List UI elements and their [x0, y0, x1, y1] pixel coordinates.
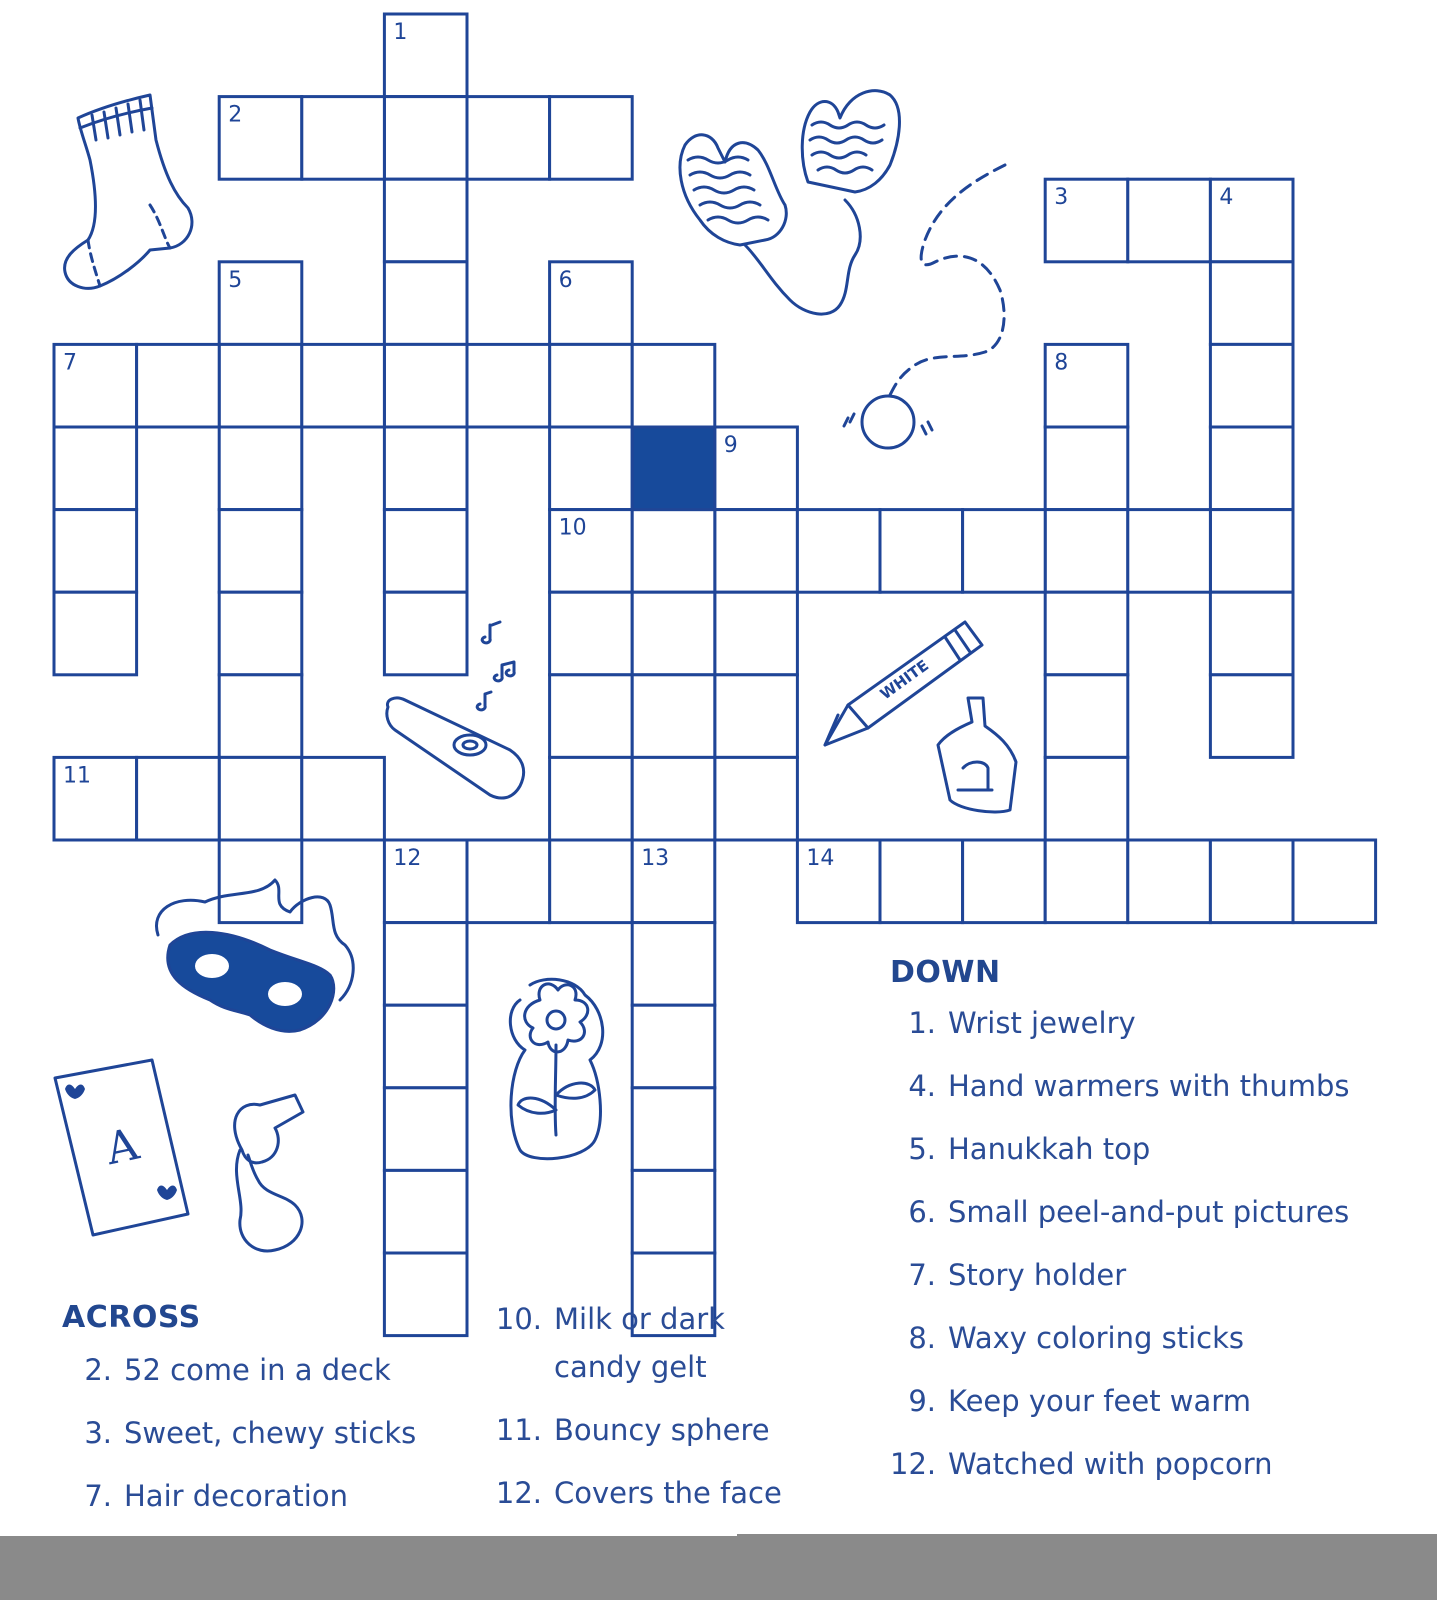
whistle-icon [235, 1095, 303, 1251]
grid-cell[interactable] [302, 344, 385, 427]
down-clue: 12. Watched with popcorn [890, 1447, 1273, 1481]
cell-number: 3 [1054, 185, 1069, 211]
grid-cell[interactable] [632, 1088, 715, 1171]
grid-cell[interactable] [550, 675, 633, 758]
cell-number: 4 [1219, 185, 1234, 211]
grid-cell[interactable] [1045, 757, 1128, 840]
grid-cell[interactable] [632, 510, 715, 593]
cell-number: 1 [393, 20, 408, 45]
grid-cell[interactable] [963, 840, 1046, 923]
grid-cell[interactable] [1210, 675, 1293, 758]
dreidel-icon [938, 698, 1016, 812]
grid-cell[interactable] [1045, 840, 1128, 923]
sock-icon [65, 95, 192, 288]
grid-cell[interactable] [1128, 179, 1211, 262]
grid-cell[interactable] [219, 675, 302, 758]
grid-cell[interactable] [467, 840, 550, 923]
grid-cell[interactable] [715, 675, 798, 758]
grid-cell[interactable] [963, 510, 1046, 593]
grid-cell[interactable] [550, 840, 633, 923]
grid-cell[interactable] [632, 675, 715, 758]
cell-number: 5 [228, 267, 243, 293]
grid-cell[interactable] [384, 1088, 467, 1171]
cell-number: 8 [1054, 350, 1069, 376]
grid-cell[interactable] [797, 510, 880, 593]
cell-number: 10 [558, 515, 587, 541]
grid-cell[interactable] [632, 923, 715, 1006]
grid-cell[interactable] [1293, 840, 1376, 923]
cell-number: 2 [228, 102, 243, 128]
grid-cell[interactable] [880, 840, 963, 923]
grid-cell[interactable] [715, 757, 798, 840]
grid-cell[interactable] [632, 1005, 715, 1088]
grid-cell[interactable] [1210, 427, 1293, 510]
grid-cell[interactable] [550, 757, 633, 840]
crayon-label: WHITE [876, 656, 932, 704]
across-clue: 12. Covers the face [495, 1476, 782, 1510]
grid-cell[interactable] [384, 427, 467, 510]
grid-cell[interactable] [715, 510, 798, 593]
grid-cell[interactable] [219, 344, 302, 427]
cell-number: 12 [393, 846, 422, 871]
card-letter: A [101, 1118, 144, 1176]
cell-number: 14 [806, 846, 835, 871]
ace-card-icon [55, 1060, 188, 1235]
grid-cell[interactable] [384, 179, 467, 262]
grid-cell[interactable] [550, 427, 633, 510]
grid-cell[interactable] [632, 344, 715, 427]
grid-cell[interactable] [384, 923, 467, 1006]
grid-cell[interactable] [715, 592, 798, 675]
grid-cell[interactable] [302, 757, 385, 840]
grid-cell[interactable] [384, 1170, 467, 1253]
footer-bar [0, 1534, 1437, 1600]
grid-cell[interactable] [632, 1170, 715, 1253]
grid-cell[interactable] [1045, 592, 1128, 675]
across-clues-left [62, 1300, 482, 1542]
grid-cell[interactable] [550, 97, 633, 180]
grid-cell[interactable] [1128, 840, 1211, 923]
down-clue: 7. Story holder [908, 1258, 1127, 1292]
grid-cell[interactable] [1210, 510, 1293, 593]
cell-number: 6 [558, 267, 573, 293]
across-clue: 7. Hair decoration [84, 1479, 348, 1513]
flower-icon [510, 979, 602, 1158]
grid-cell[interactable] [302, 97, 385, 180]
grid-cell[interactable] [550, 592, 633, 675]
grid-cell[interactable] [384, 262, 467, 345]
across-clue: 3. Sweet, chewy sticks [84, 1416, 417, 1450]
grid-cell[interactable] [384, 592, 467, 675]
across-clue: 11. Bouncy sphere [495, 1413, 770, 1447]
cell-number: 9 [723, 433, 738, 458]
down-heading: DOWN [890, 955, 1001, 990]
footer-notch [0, 1526, 737, 1536]
grid-cell[interactable] [1045, 427, 1128, 510]
down-clue: 8. Waxy coloring sticks [908, 1321, 1244, 1355]
grid-cell[interactable] [219, 510, 302, 593]
grid-cell[interactable] [1045, 510, 1128, 593]
grid-cell[interactable] [880, 510, 963, 593]
grid-cell[interactable] [1210, 344, 1293, 427]
grid-cell[interactable] [137, 344, 220, 427]
grid-cell[interactable] [137, 757, 220, 840]
grid-cell[interactable] [219, 427, 302, 510]
grid-cell[interactable] [384, 97, 467, 180]
across-clues-right [492, 1302, 822, 1539]
ball-icon [844, 165, 1005, 448]
cell-number: 7 [63, 350, 77, 376]
down-clues [890, 955, 1410, 1510]
across-clue: 10. Milk or dark candy gelt [495, 1302, 725, 1384]
across-clue: 2. 52 come in a deck [84, 1353, 391, 1387]
grid-cell[interactable] [54, 427, 137, 510]
cell-number: 13 [641, 846, 670, 871]
down-clue: 6. Small peel-and-put pictures [908, 1195, 1350, 1229]
grid-cell[interactable] [219, 592, 302, 675]
grid-cell[interactable] [467, 97, 550, 180]
grid-cell[interactable] [632, 757, 715, 840]
down-clue: 5. Hanukkah top [908, 1132, 1151, 1166]
grid-cell[interactable] [384, 344, 467, 427]
grid-cell[interactable] [219, 757, 302, 840]
down-clue: 4. Hand warmers with thumbs [908, 1069, 1350, 1103]
down-clue: 9. Keep your feet warm [908, 1384, 1251, 1418]
grid-cell[interactable] [1210, 262, 1293, 345]
grid-cell[interactable] [550, 344, 633, 427]
down-clue: 1. Wrist jewelry [908, 1006, 1136, 1040]
black-cell [632, 427, 715, 510]
grid-cell[interactable] [1128, 510, 1211, 593]
grid-cell[interactable] [467, 344, 550, 427]
crayon-icon [825, 622, 982, 745]
grid-cell[interactable] [54, 592, 137, 675]
grid-cell[interactable] [384, 510, 467, 593]
grid-cell[interactable] [54, 510, 137, 593]
grid-cell[interactable] [1045, 675, 1128, 758]
across-heading: ACROSS [62, 1300, 201, 1335]
grid-cell[interactable] [1210, 592, 1293, 675]
grid-cell[interactable] [632, 592, 715, 675]
grid-cell[interactable] [384, 1005, 467, 1088]
cell-number: 11 [63, 763, 91, 789]
mittens-icon [680, 91, 899, 314]
grid-cell[interactable] [1210, 840, 1293, 923]
